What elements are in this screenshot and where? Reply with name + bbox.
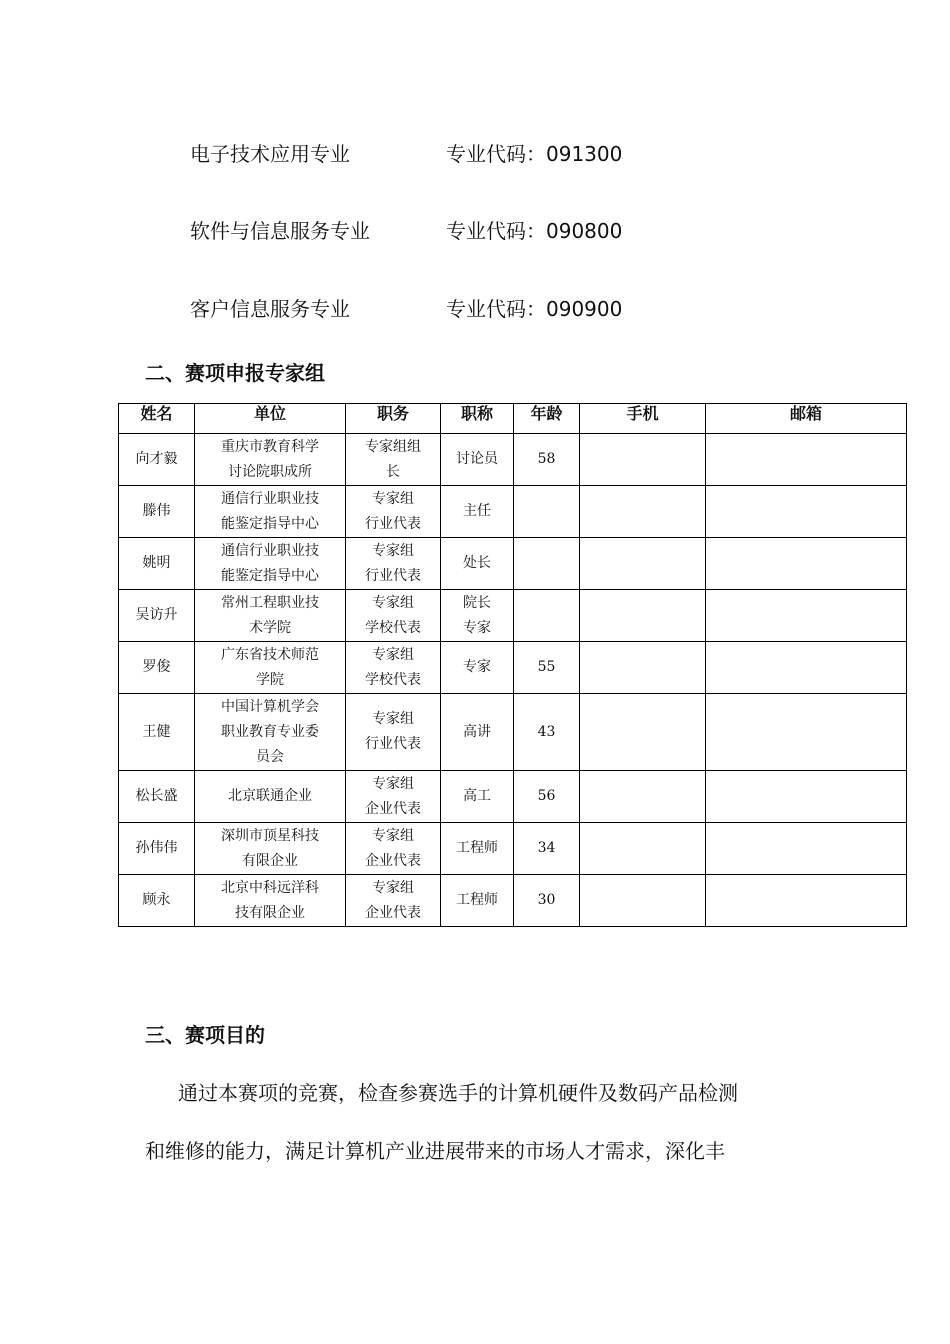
major-code: 专业代码：090900 [446, 297, 623, 321]
cell-title [441, 642, 514, 694]
cell-name: 松长盛 [119, 771, 195, 823]
paragraph-line: 和维修的能力，满足计算机产业进展带来的市场人才需求，深化丰 [145, 1139, 725, 1163]
cell-duty-line: 行业代表 [365, 736, 421, 752]
cell-title-line: 主任 [463, 503, 491, 519]
section-heading-expert-group: 二、赛项申报专家组 [145, 361, 325, 385]
cell-duty-line: 专家组 [372, 827, 414, 844]
major-line [190, 138, 623, 167]
table-row [119, 434, 907, 486]
cell-unit-line: 北京联通企业 [228, 788, 312, 804]
paragraph-line: 通过本赛项的竞赛，检查参赛选手的计算机硬件及数码产品检测 [178, 1081, 738, 1105]
header-duty: 职务 [346, 404, 441, 434]
cell-age [514, 538, 580, 590]
cell-duty [346, 694, 441, 771]
cell-unit-line: 学院 [256, 671, 284, 688]
cell-title [441, 590, 514, 642]
cell-duty-line: 学校代表 [365, 619, 421, 636]
header-age: 年龄 [514, 404, 580, 434]
cell-name: 罗俊 [119, 642, 195, 694]
cell-email [706, 486, 907, 538]
cell-title [441, 434, 514, 486]
section-heading-purpose: 三、赛项目的 [145, 1023, 265, 1047]
cell-unit [195, 642, 346, 694]
cell-age: 30 [514, 875, 580, 927]
cell-duty [346, 434, 441, 486]
table-row [119, 642, 907, 694]
cell-email [706, 642, 907, 694]
cell-unit-line: 深圳市顶星科技 [221, 827, 319, 844]
cell-age: 56 [514, 771, 580, 823]
cell-title-line: 专家 [463, 619, 491, 636]
cell-unit-line: 有限企业 [242, 852, 298, 869]
cell-duty-line: 行业代表 [365, 515, 421, 532]
cell-email [706, 771, 907, 823]
cell-duty [346, 771, 441, 823]
cell-email [706, 694, 907, 771]
cell-email [706, 538, 907, 590]
cell-email [706, 823, 907, 875]
cell-duty-line: 长 [386, 463, 400, 480]
cell-unit [195, 434, 346, 486]
cell-title [441, 694, 514, 771]
cell-unit-line: 广东省技术师范 [221, 646, 319, 663]
cell-title-line: 讨论员 [456, 451, 498, 467]
cell-unit-line: 职业教育专业委 [221, 723, 319, 740]
table-row [119, 590, 907, 642]
cell-title-line: 专家 [463, 659, 491, 675]
cell-duty [346, 642, 441, 694]
cell-unit-line: 北京中科远洋科 [221, 879, 319, 896]
cell-unit [195, 771, 346, 823]
cell-title-line: 高工 [463, 788, 491, 804]
cell-unit-line: 常州工程职业技 [221, 594, 319, 611]
cell-unit-line: 通信行业职业技 [221, 490, 319, 507]
header-unit: 单位 [195, 404, 346, 434]
cell-duty [346, 823, 441, 875]
cell-duty-line: 专家组 [372, 542, 414, 559]
cell-email [706, 875, 907, 927]
cell-unit [195, 823, 346, 875]
cell-duty [346, 590, 441, 642]
major-line [190, 215, 623, 244]
header-name: 姓名 [119, 404, 195, 434]
cell-age [514, 486, 580, 538]
cell-duty-line: 企业代表 [365, 852, 421, 869]
cell-title [441, 538, 514, 590]
cell-age: 43 [514, 694, 580, 771]
cell-unit-line: 技有限企业 [235, 904, 305, 921]
cell-unit [195, 538, 346, 590]
cell-name: 向才毅 [119, 434, 195, 486]
cell-title-line: 高讲 [463, 723, 491, 740]
cell-phone [580, 823, 706, 875]
table-row [119, 694, 907, 771]
major-name: 客户信息服务专业 [190, 297, 350, 321]
table-header-row [119, 404, 907, 434]
cell-phone [580, 875, 706, 927]
cell-phone [580, 642, 706, 694]
table-row [119, 875, 907, 927]
cell-unit-line: 重庆市教育科学 [221, 438, 319, 455]
cell-unit-line: 通信行业职业技 [221, 542, 319, 559]
table-row [119, 486, 907, 538]
major-code: 专业代码：091300 [446, 142, 623, 166]
cell-name: 顾永 [119, 875, 195, 927]
cell-phone [580, 434, 706, 486]
cell-unit [195, 694, 346, 771]
cell-title-line: 处长 [463, 555, 491, 571]
cell-title-line: 工程师 [456, 840, 498, 856]
major-line [190, 293, 623, 322]
cell-phone [580, 771, 706, 823]
cell-duty-line: 专家组 [372, 594, 414, 611]
cell-duty-line: 专家组组 [365, 438, 421, 455]
cell-name: 姚明 [119, 538, 195, 590]
cell-unit-line: 术学院 [249, 619, 291, 636]
expert-table-body [119, 434, 907, 927]
cell-age [514, 590, 580, 642]
cell-name: 孙伟伟 [119, 823, 195, 875]
cell-title [441, 771, 514, 823]
cell-unit [195, 486, 346, 538]
cell-unit-line: 讨论院职成所 [228, 463, 312, 480]
cell-duty-line: 专家组 [372, 490, 414, 507]
cell-unit-line: 中国计算机学会 [221, 698, 319, 715]
cell-age: 58 [514, 434, 580, 486]
cell-duty [346, 486, 441, 538]
cell-title [441, 875, 514, 927]
cell-title-line: 工程师 [456, 892, 498, 908]
cell-phone [580, 486, 706, 538]
cell-duty-line: 行业代表 [365, 567, 421, 584]
cell-duty-line: 企业代表 [365, 800, 421, 817]
cell-duty-line: 学校代表 [365, 671, 421, 688]
cell-age: 55 [514, 642, 580, 694]
cell-unit-line: 员会 [256, 748, 284, 765]
cell-duty-line: 专家组 [372, 711, 414, 727]
cell-duty [346, 538, 441, 590]
cell-email [706, 434, 907, 486]
major-name: 电子技术应用专业 [190, 142, 350, 166]
major-name: 软件与信息服务专业 [190, 219, 370, 243]
cell-duty-line: 企业代表 [365, 904, 421, 921]
cell-name: 滕伟 [119, 486, 195, 538]
table-row [119, 538, 907, 590]
table-row [119, 771, 907, 823]
header-title: 职称 [441, 404, 514, 434]
table-row [119, 823, 907, 875]
cell-unit-line: 能鉴定指导中心 [221, 515, 319, 532]
header-email: 邮箱 [706, 404, 907, 434]
cell-name: 吴访升 [119, 590, 195, 642]
cell-age: 34 [514, 823, 580, 875]
cell-duty-line: 专家组 [372, 775, 414, 792]
cell-title [441, 486, 514, 538]
cell-name: 王健 [119, 694, 195, 771]
header-phone: 手机 [580, 404, 706, 434]
major-code: 专业代码：090800 [446, 219, 623, 243]
cell-phone [580, 538, 706, 590]
cell-unit [195, 875, 346, 927]
expert-table [118, 403, 907, 927]
cell-duty-line: 专家组 [372, 646, 414, 663]
cell-phone [580, 590, 706, 642]
cell-email [706, 590, 907, 642]
cell-phone [580, 694, 706, 771]
cell-unit [195, 590, 346, 642]
cell-duty-line: 专家组 [372, 879, 414, 896]
cell-duty [346, 875, 441, 927]
cell-unit-line: 能鉴定指导中心 [221, 567, 319, 584]
cell-title [441, 823, 514, 875]
cell-title-line: 院长 [463, 594, 491, 611]
